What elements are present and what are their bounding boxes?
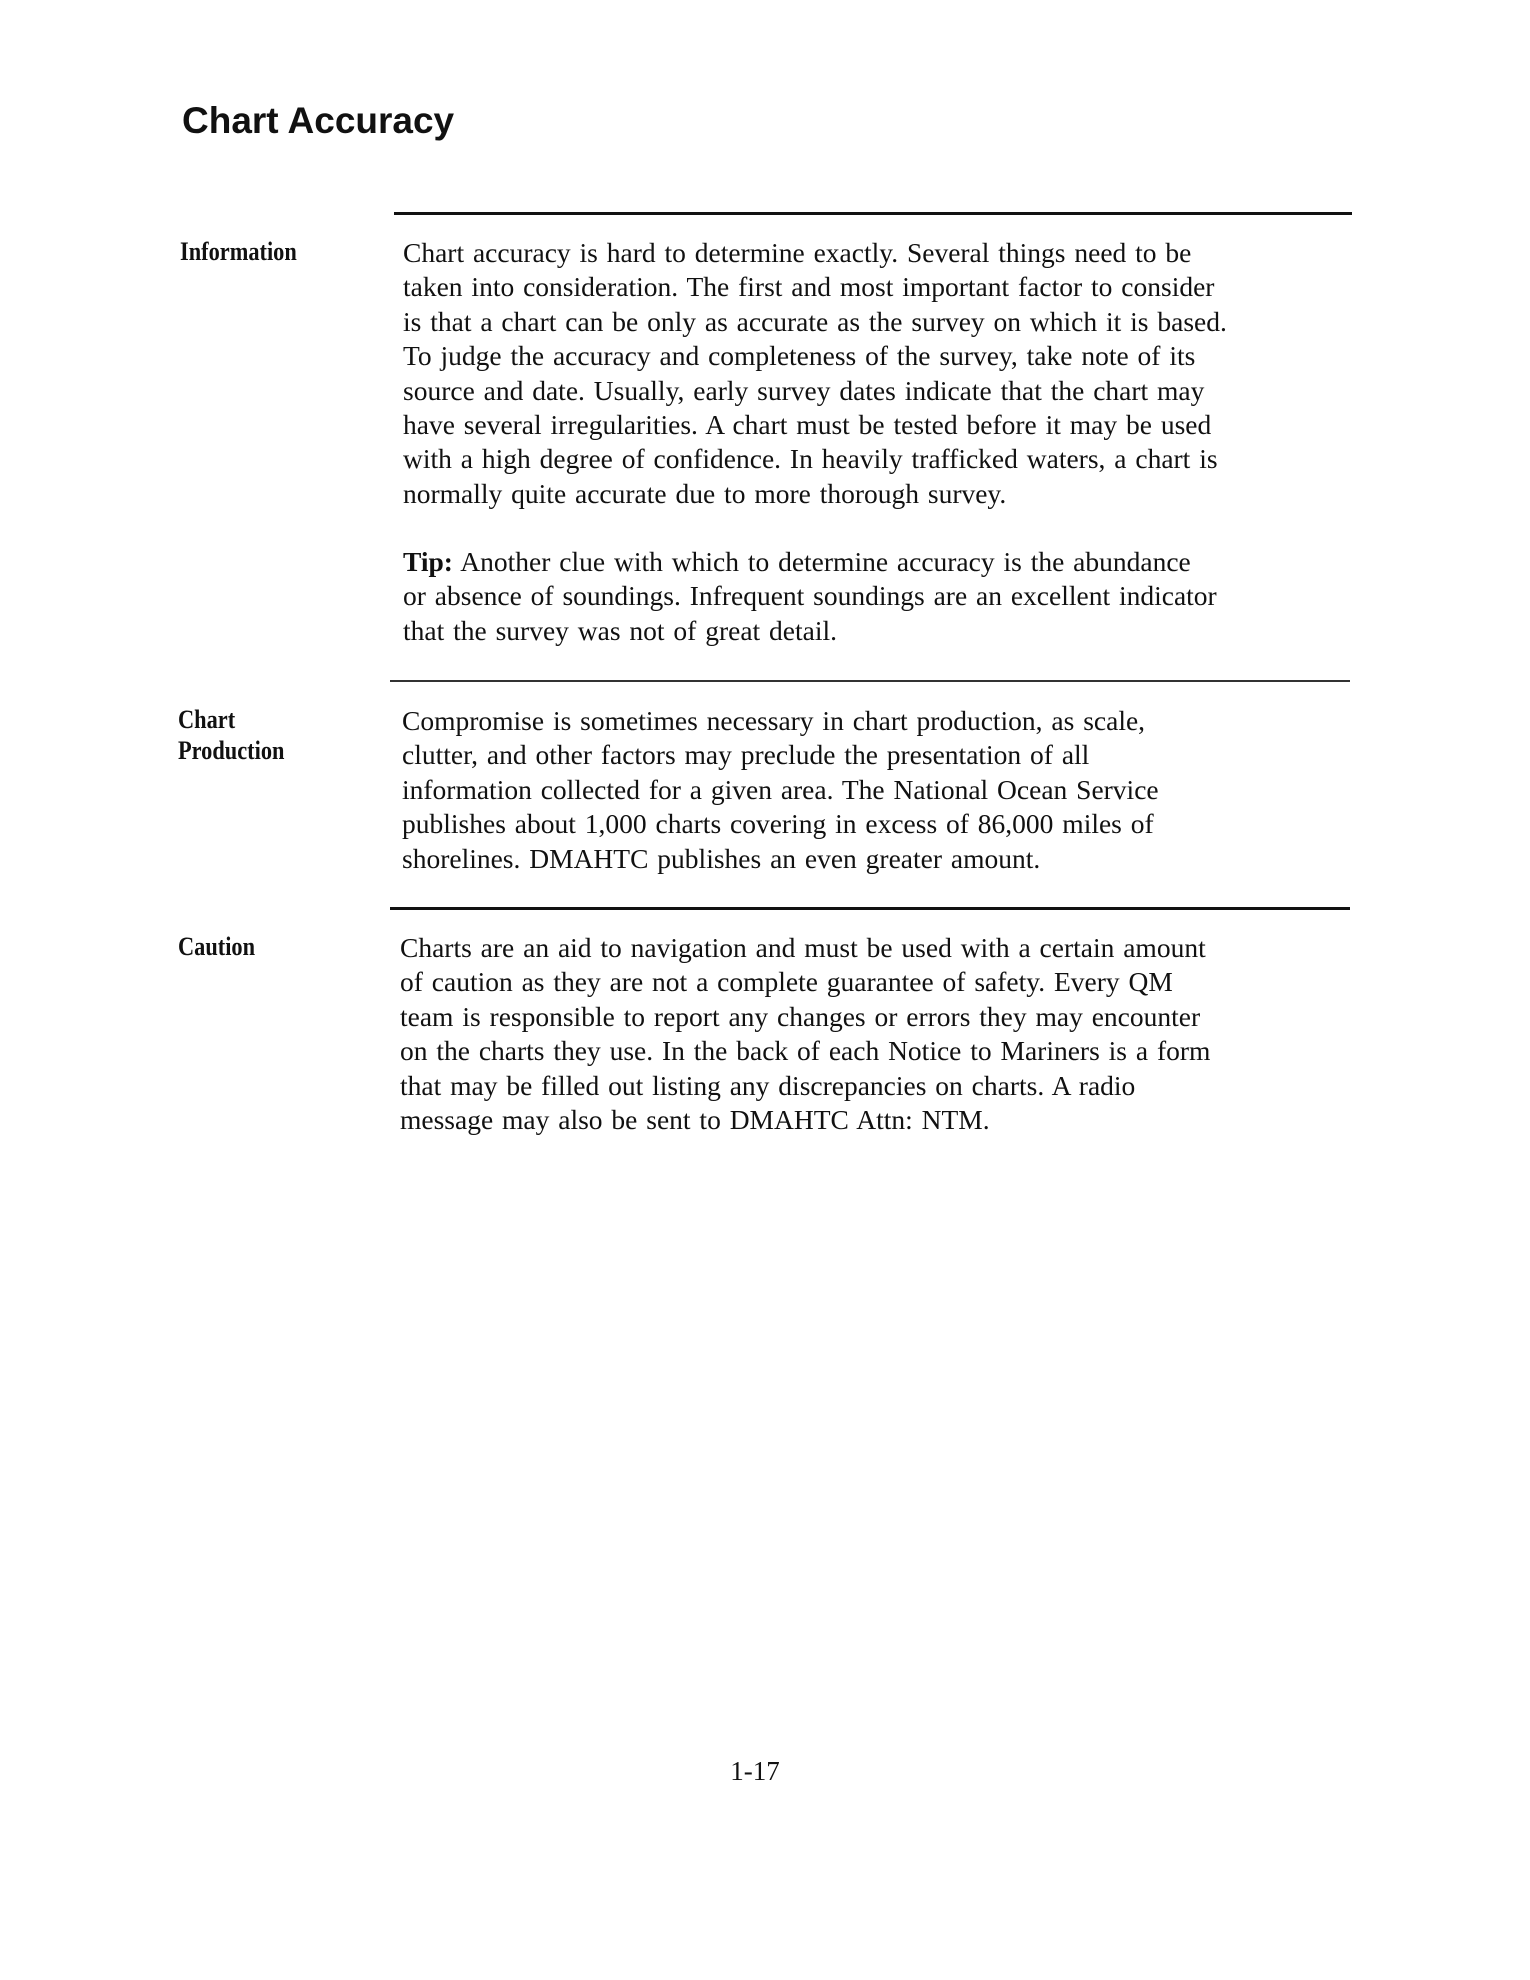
tip-paragraph xyxy=(403,545,1323,648)
section-divider xyxy=(390,680,1350,682)
text-line xyxy=(403,545,1323,579)
section-label-chart-production xyxy=(178,704,284,766)
label-line: Production xyxy=(178,736,285,765)
text-line: clutter, and other factors may preclude the presentation of all xyxy=(402,739,1090,771)
text-line: source and date. Usually, early survey dates indicate that the chart may xyxy=(403,374,1205,406)
caution-paragraph xyxy=(400,931,1320,1137)
text-line: or absence of soundings. Infrequent soundings are an excellent indicator xyxy=(403,580,1217,612)
text-line: information collected for a given area. The National Ocean Service xyxy=(402,773,1159,805)
section-divider xyxy=(390,907,1350,910)
page-title: Chart Accuracy xyxy=(182,100,455,141)
chart-production-paragraph xyxy=(402,704,1322,876)
text-line: team is responsible to report any changes or errors they may encounter xyxy=(400,1000,1201,1032)
tip-label: Tip: xyxy=(403,546,453,577)
text-line: shorelines. DMAHTC publishes an even greater amount. xyxy=(402,842,1041,874)
page-number: 1-17 xyxy=(730,1756,780,1786)
section-label-caution: Caution xyxy=(178,932,256,961)
text-line: on the charts they use. In the back of each Notice to Mariners is a form xyxy=(400,1035,1211,1067)
text-line: message may also be sent to DMAHTC Attn: NTM. xyxy=(400,1104,990,1136)
tip-text: Another clue with which to determine accuracy is the abundance xyxy=(452,546,1191,577)
label-line: Chart xyxy=(178,705,236,734)
text-line: that may be filled out listing any discrepancies on charts. A radio xyxy=(400,1069,1136,1101)
text-line: of caution as they are not a complete guarantee of safety. Every QM xyxy=(400,966,1173,998)
text-line: is that a chart can be only as accurate as the survey on which it is based. xyxy=(403,305,1227,337)
section-divider-top xyxy=(394,212,1352,215)
text-line: normally quite accurate due to more thorough survey. xyxy=(403,477,1007,509)
information-paragraph xyxy=(403,236,1323,511)
text-line: taken into consideration. The first and most important factor to consider xyxy=(403,271,1215,303)
section-label-information: Information xyxy=(180,237,297,266)
text-line: with a high degree of confidence. In heavily trafficked waters, a chart is xyxy=(403,443,1218,475)
text-line: Compromise is sometimes necessary in chart production, as scale, xyxy=(402,705,1146,736)
text-line: To judge the accuracy and completeness of the survey, take note of its xyxy=(403,340,1196,372)
text-line: Chart accuracy is hard to determine exactly. Several things need to be xyxy=(403,237,1192,268)
text-line: publishes about 1,000 charts covering in excess of 86,000 miles of xyxy=(402,808,1154,840)
text-line: have several irregularities. A chart must be tested before it may be used xyxy=(403,409,1212,441)
text-line: Charts are an aid to navigation and must be used with a certain amount xyxy=(400,932,1206,963)
text-line: that the survey was not of great detail. xyxy=(403,614,838,646)
